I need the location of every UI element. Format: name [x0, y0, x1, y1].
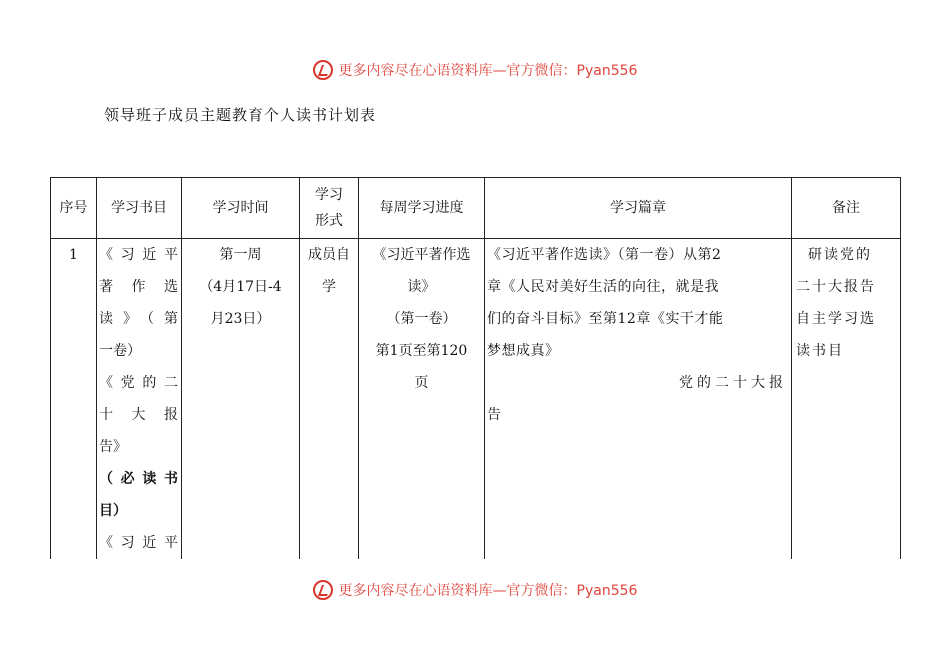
progress-line: 读》	[407, 279, 436, 295]
header-time: 学习时间	[182, 178, 300, 239]
pen-logo-icon	[313, 60, 333, 80]
watermark-text: 更多内容尽在心语资料库—官方微信：Pyan556	[338, 63, 638, 79]
time-line: （4月17日-4	[199, 279, 282, 295]
chapters-line: 章《人民对美好生活的向往，就是我	[487, 279, 719, 295]
cell-num: 1	[51, 239, 97, 560]
header-form: 学习形式	[300, 178, 359, 239]
notes-line: 读书目	[796, 343, 844, 359]
cell-progress	[359, 239, 485, 560]
chapters-line: 《习近平著作选读》（第一卷）从第2	[487, 247, 722, 263]
header-num: 序号	[51, 178, 97, 239]
watermark-text: 更多内容尽在心语资料库—官方微信：Pyan556	[338, 583, 638, 599]
notes-line: 研读党的	[808, 247, 872, 263]
header-progress: 每周学习进度	[359, 178, 485, 239]
form-line: 学	[322, 279, 336, 295]
cell-form	[300, 239, 359, 560]
header-books: 学习书目	[97, 178, 182, 239]
books-line: 著 作 选	[99, 279, 179, 295]
books-line: 《党的二	[99, 375, 179, 391]
progress-line: 页	[414, 375, 429, 391]
watermark-bottom	[0, 580, 950, 600]
watermark-top	[0, 60, 950, 80]
required-reading-label: 目）	[99, 503, 127, 519]
books-line: 《习近平	[99, 247, 179, 263]
time-line: 月23日）	[210, 311, 271, 327]
chapters-line: 党的二十大报	[679, 375, 787, 391]
cell-chapters	[485, 239, 792, 560]
form-line: 成员自	[308, 247, 350, 263]
cell-time	[182, 239, 300, 560]
notes-line: 二十大报告	[796, 279, 876, 295]
books-line: 告》	[99, 439, 127, 455]
page-title: 领导班子成员主题教育个人读书计划表	[104, 106, 377, 124]
cell-notes	[792, 239, 901, 560]
books-line: 读》（第	[99, 311, 179, 327]
header-chapters: 学习篇章	[485, 178, 792, 239]
chapters-line: 告	[487, 407, 502, 423]
time-line: 第一周	[219, 247, 262, 263]
progress-line: 《习近平著作选	[372, 247, 471, 263]
table-header-row	[51, 178, 901, 239]
chapters-line: 们的奋斗目标》至第12章《实干才能	[487, 311, 724, 327]
notes-line: 自主学习选	[796, 311, 876, 327]
table-row	[51, 239, 901, 560]
books-line: 《习近平	[99, 535, 179, 551]
books-line: 一卷）	[99, 343, 141, 359]
books-line: 十 大 报	[99, 407, 179, 423]
pen-logo-icon	[313, 580, 333, 600]
required-reading-label: （必读书	[99, 471, 179, 487]
reading-plan-table	[50, 177, 901, 559]
cell-books	[97, 239, 182, 560]
progress-line: 第1页至第120	[375, 343, 468, 359]
header-notes: 备注	[792, 178, 901, 239]
chapters-line: 梦想成真》	[487, 343, 560, 359]
progress-line: （第一卷）	[386, 311, 457, 327]
